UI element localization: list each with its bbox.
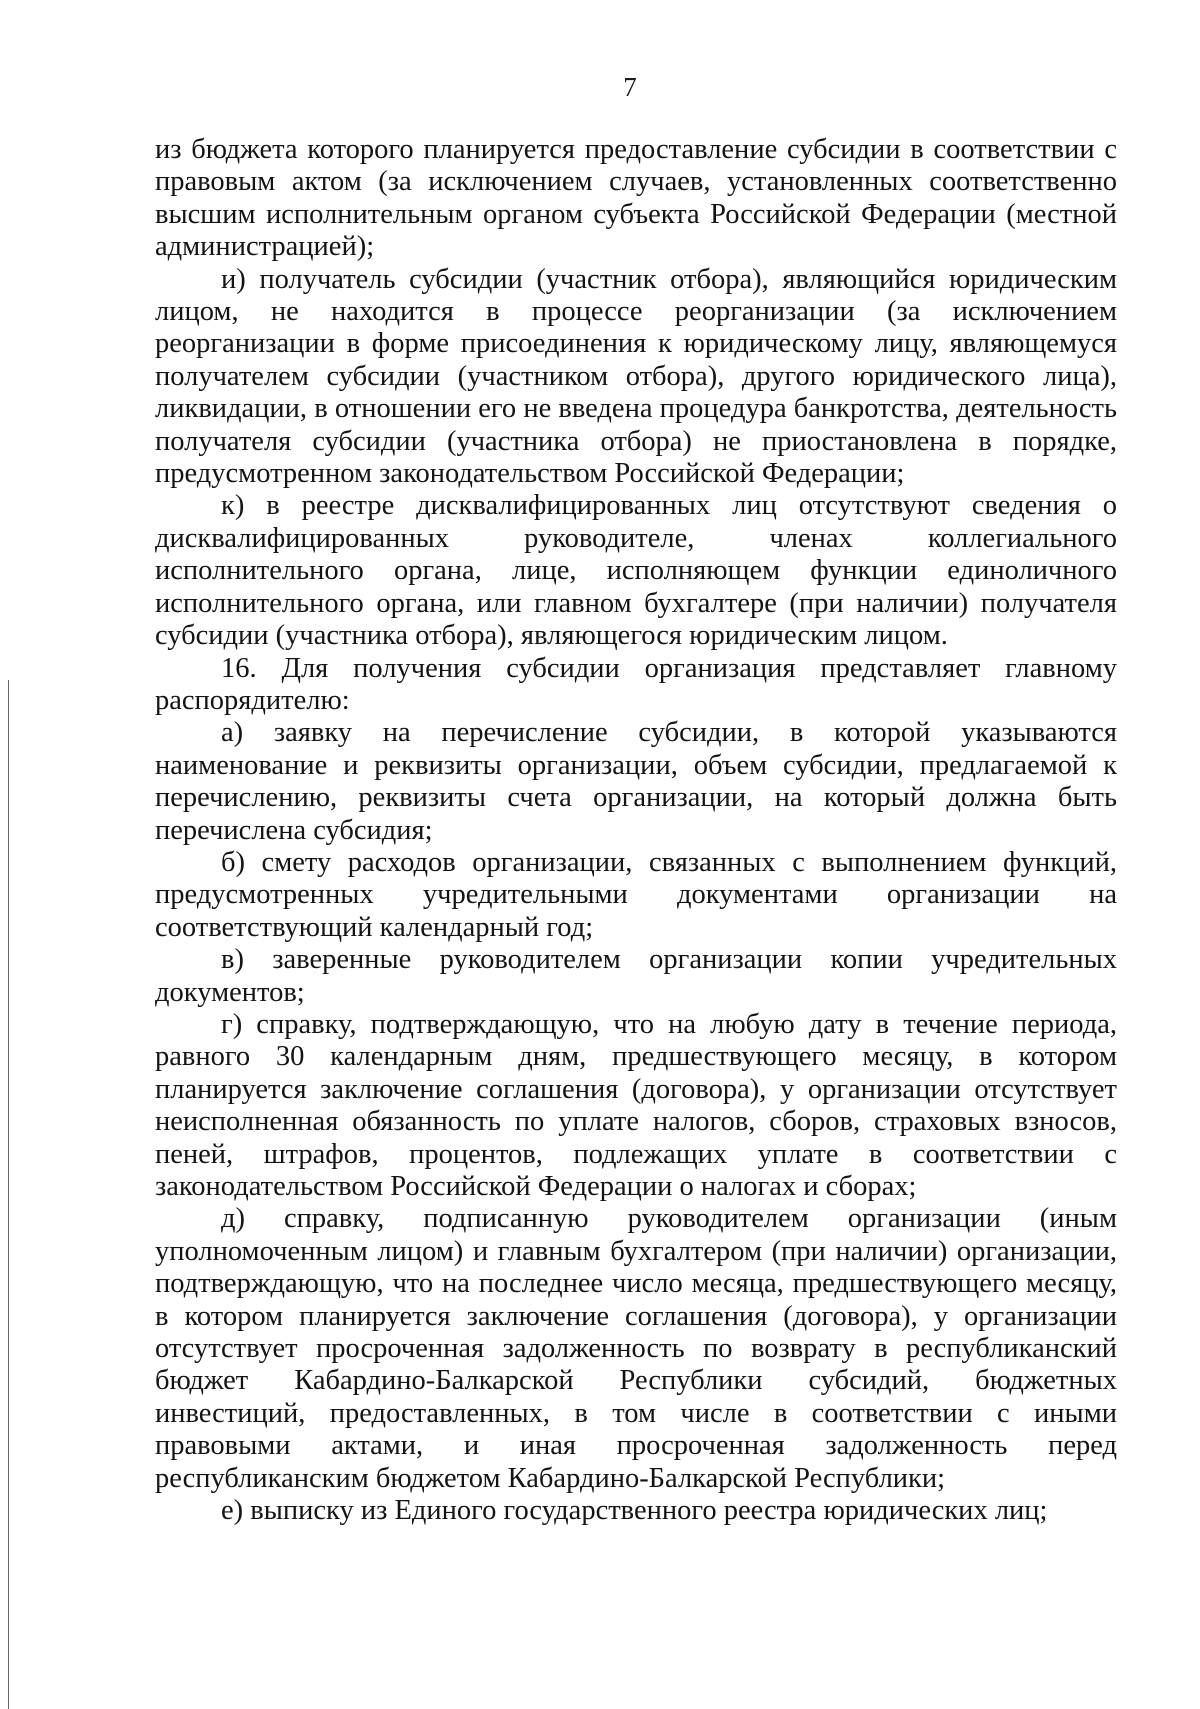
paragraph-item-v: в) заверенные руководителем организации копии учредительных документов; <box>155 944 1117 1008</box>
document-body <box>155 134 1117 1527</box>
paragraph-item-d: д) справку, подписанную руководителем организации (иным уполномоченным лицом) и главным бухгалтером (при наличии) организации, подтверждающую, что на последнее число месяца, предшествующего месяцу, в котором планируется заключение соглашения (договора), у организации отсутствует просроченная задолженность по возврату в республиканский бюджет Кабардино-Балкарской Республики субсидий, бюджетных инвестиций, предоставленных, в том числе в соответствии с иными правовыми актами, и иная просроченная задолженность перед республиканским бюджетом Кабардино-Балкарской Республики; <box>155 1203 1117 1494</box>
paragraph-item-b: б) смету расходов организации, связанных с выполнением функций, предусмотренных учредительными документами организации на соответствующий календарный год; <box>155 846 1117 943</box>
paragraph-item-i: и) получатель субсидии (участник отбора), являющийся юридическим лицом, не находится в процессе реорганизации (за исключением реорганизации в форме присоединения к юридическому лицу, являющемуся получателем субсидии (участником отбора), другого юридического лица), ликвидации, в отношении его не введена процедура банкротства, деятельность получателя субсидии (участника отбора) не приостановлена в порядке, предусмотренном законодательством Российской Федерации; <box>155 263 1117 490</box>
paragraph-item-a: а) заявку на перечисление субсидии, в которой указываются наименование и реквизиты организации, объем субсидии, предлагаемой к перечислению, реквизиты счета организации, на который должна быть перечислена субсидия; <box>155 717 1117 846</box>
paragraph-item-e: е) выписку из Единого государственного реестра юридических лиц; <box>221 1495 1048 1527</box>
paragraph-item-k: к) в реестре дисквалифицированных лиц отсутствуют сведения о дисквалифицированных руководителе, членах коллегиального исполнительного органа, лице, исполняющем функции единоличного исполнительного органа, или главном бухгалтере (при наличии) получателя субсидии (участника отбора), являющегося юридическим лицом. <box>155 490 1117 652</box>
page-number: 7 <box>623 72 637 102</box>
scan-edge-line <box>8 680 9 1709</box>
paragraph-item-g: г) справку, подтверждающую, что на любую дату в течение периода, равного 30 календарным дням, предшествующего месяцу, в котором планируется заключение соглашения (договора), у организации отсутствует неисполненная обязанность по уплате налогов, сборов, страховых взносов, пеней, штрафов, процентов, подлежащих уплате в соответствии с законодательством Российской Федерации о налогах и сборах; <box>155 1008 1117 1202</box>
paragraph-continuation: из бюджета которого планируется предоставление субсидии в соответствии с правовым актом (за исключением случаев, установленных соответственно высшим исполнительным органом субъекта Российской Федерации (местной администрацией); <box>155 134 1117 263</box>
paragraph-clause-16: 16. Для получения субсидии организация представляет главному распорядителю: <box>155 652 1117 716</box>
